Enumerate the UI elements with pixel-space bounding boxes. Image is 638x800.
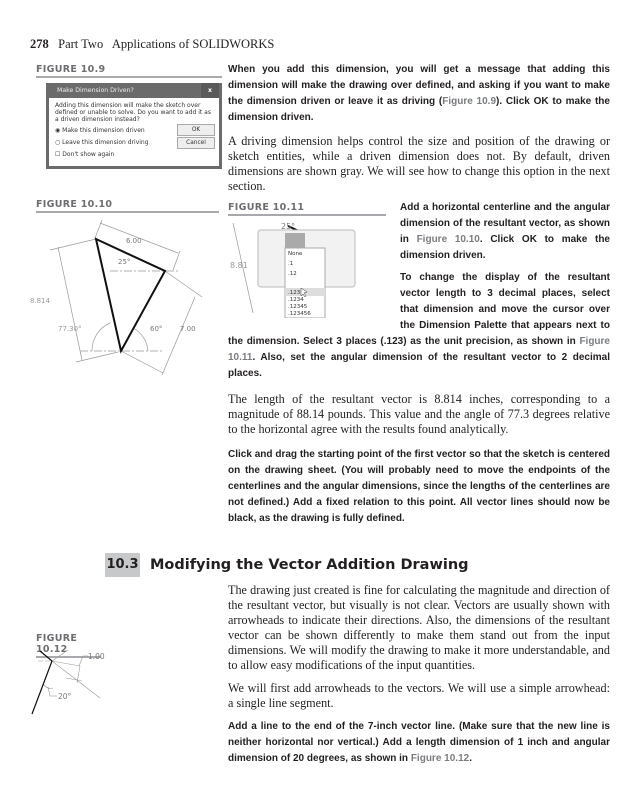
text: To change the display of the resultant vector length to 3 decimal places, select that dimension and move the cursor over the Dimension Palette that appears next to the dimension. Select 3 places (.123) as the unit precision, as shown in xyxy=(228,272,610,347)
dont-show-checkbox[interactable]: ☐ Don't show again xyxy=(55,151,115,158)
figure-label: FIGURE 10.12 xyxy=(36,633,101,658)
text: When you add this dimension, you will get a message that adding this dimension will make the drawing over defined, and asking if you want to make the dimension driven or leave it as driving ( xyxy=(228,64,610,107)
vector-triangle-drawing xyxy=(30,215,225,375)
part-label: Part Two xyxy=(58,37,104,51)
paragraph: The length of the resultant vector is 8.814 inches, corresponding to a magnitude of 88.14 pounds. This value and the angle of 77.3 degrees relative to the horizontal agree with the results found analytically. xyxy=(228,392,610,436)
text: Add a line to the end of the 7-inch vector line. (Make sure that the new line is neither horizontal nor vertical.) Add a length dimension of 1 inch and angular dimension of 20 degrees, as shown in xyxy=(228,721,610,764)
make-dimension-driven-dialog xyxy=(46,83,222,169)
text: . Click OK to make the dimension driven. xyxy=(400,234,610,261)
section-number: 10.3 xyxy=(105,553,140,577)
dim-1: 1.00 xyxy=(88,652,105,661)
book-title: Applications of SOLIDWORKS xyxy=(111,37,275,51)
precision-option[interactable]: .12345 xyxy=(288,304,308,310)
angle-20: 20° xyxy=(58,692,72,701)
figure-label: FIGURE 10.9 xyxy=(36,64,222,78)
precision-option-selected[interactable]: .123 xyxy=(288,290,301,296)
paragraph: The drawing just created is fine for calculating the magnitude and direction of the resultant vector, but visually is not clear. Vectors are usually shown with arrowheads to indicate their directions. Also, the dimensions of the resultant vector can be shown differently to make them stand out from the input dimensions. We will modify the drawing to make it more understandable, and to allow easy modifications of the input quantities. xyxy=(228,583,610,672)
text: . xyxy=(469,753,472,764)
radio-label: Leave this dimension driving xyxy=(62,139,149,146)
dim-7: 7.00 xyxy=(180,325,196,333)
paragraph: We will first add arrowheads to the vectors. We will use a simple arrowhead: a single line segment. xyxy=(228,681,610,710)
angle-7730: 77.30° xyxy=(58,325,82,333)
checkbox-label: Don't show again xyxy=(62,151,115,158)
precision-option[interactable]: .1 xyxy=(288,261,294,267)
angle-25: 25° xyxy=(281,222,296,231)
figure-link[interactable]: Figure 10.11 xyxy=(228,336,610,363)
page-number: 278 xyxy=(30,37,49,51)
angle-60: 60° xyxy=(150,325,163,333)
dialog-title: Make Dimension Driven? xyxy=(57,87,134,94)
figure-link[interactable]: Figure 10.12 xyxy=(410,753,470,764)
paragraph-instruction xyxy=(228,719,610,767)
precision-option[interactable]: .123456 xyxy=(288,311,311,317)
precision-option[interactable]: .12 xyxy=(288,271,297,277)
cancel-button[interactable]: Cancel xyxy=(177,137,215,149)
figure-label: FIGURE 10.11 xyxy=(228,202,386,216)
figure-10-11-block xyxy=(228,200,610,382)
angle-25: 25° xyxy=(118,258,131,266)
text: Add a horizontal centerline and the angular dimension of the resultant vector, as shown in xyxy=(400,202,610,245)
section-header xyxy=(106,553,610,577)
paragraph-instruction: Click and drag the starting point of the first vector so that the sketch is centered on the drawing sheet. (You will probably need to move the endpoints of the centerlines and the angular dimensions, since the lengths of the centerlines are not defined.) Add a fixed relation to this point. All vector lines should now be black, as the drawing is fully defined. xyxy=(228,449,610,524)
figure-link[interactable]: Figure 10.10 xyxy=(416,234,480,245)
paragraph-instruction xyxy=(228,62,610,126)
figure-label: FIGURE 10.10 xyxy=(36,199,219,213)
text: . Also, set the angular dimension of the resultant vector to 2 decimal places. xyxy=(228,352,610,379)
close-icon[interactable]: x xyxy=(201,83,219,98)
radio-label: Make this dimension driven xyxy=(62,127,145,134)
precision-option[interactable]: .1234 xyxy=(288,297,304,303)
radio-driven[interactable]: ◉ Make this dimension driven xyxy=(55,127,145,134)
arrowhead-drawing xyxy=(30,648,110,718)
dim-8814: 8.814 xyxy=(30,297,51,305)
figure-10-11 xyxy=(228,202,393,320)
running-header xyxy=(30,37,274,52)
paragraph: A driving dimension helps control the size and position of the drawing or sketch entities, while a driven dimension does not. By default, driven dimensions are shown gray. We will see how to change this option in the next section. xyxy=(228,134,610,193)
figure-link[interactable]: Figure 10.9 xyxy=(442,96,497,107)
dim-881: 8.81 xyxy=(230,261,248,270)
dialog-message: Adding this dimension will make the sketch over defined or unable to solve. Do you want to add it as a driven dimension instead? xyxy=(55,102,211,123)
dimension-palette-screenshot xyxy=(228,218,393,318)
radio-driving[interactable]: ○ Leave this dimension driving xyxy=(55,139,149,146)
ok-button[interactable]: OK xyxy=(177,124,215,136)
dim-6: 6.00 xyxy=(126,237,142,245)
dialog-title-bar xyxy=(49,83,219,98)
text: ). Click OK to make the dimension driven. xyxy=(228,96,610,123)
section-heading: Modifying the Vector Addition Drawing xyxy=(150,557,469,573)
precision-option[interactable]: None xyxy=(288,251,303,257)
